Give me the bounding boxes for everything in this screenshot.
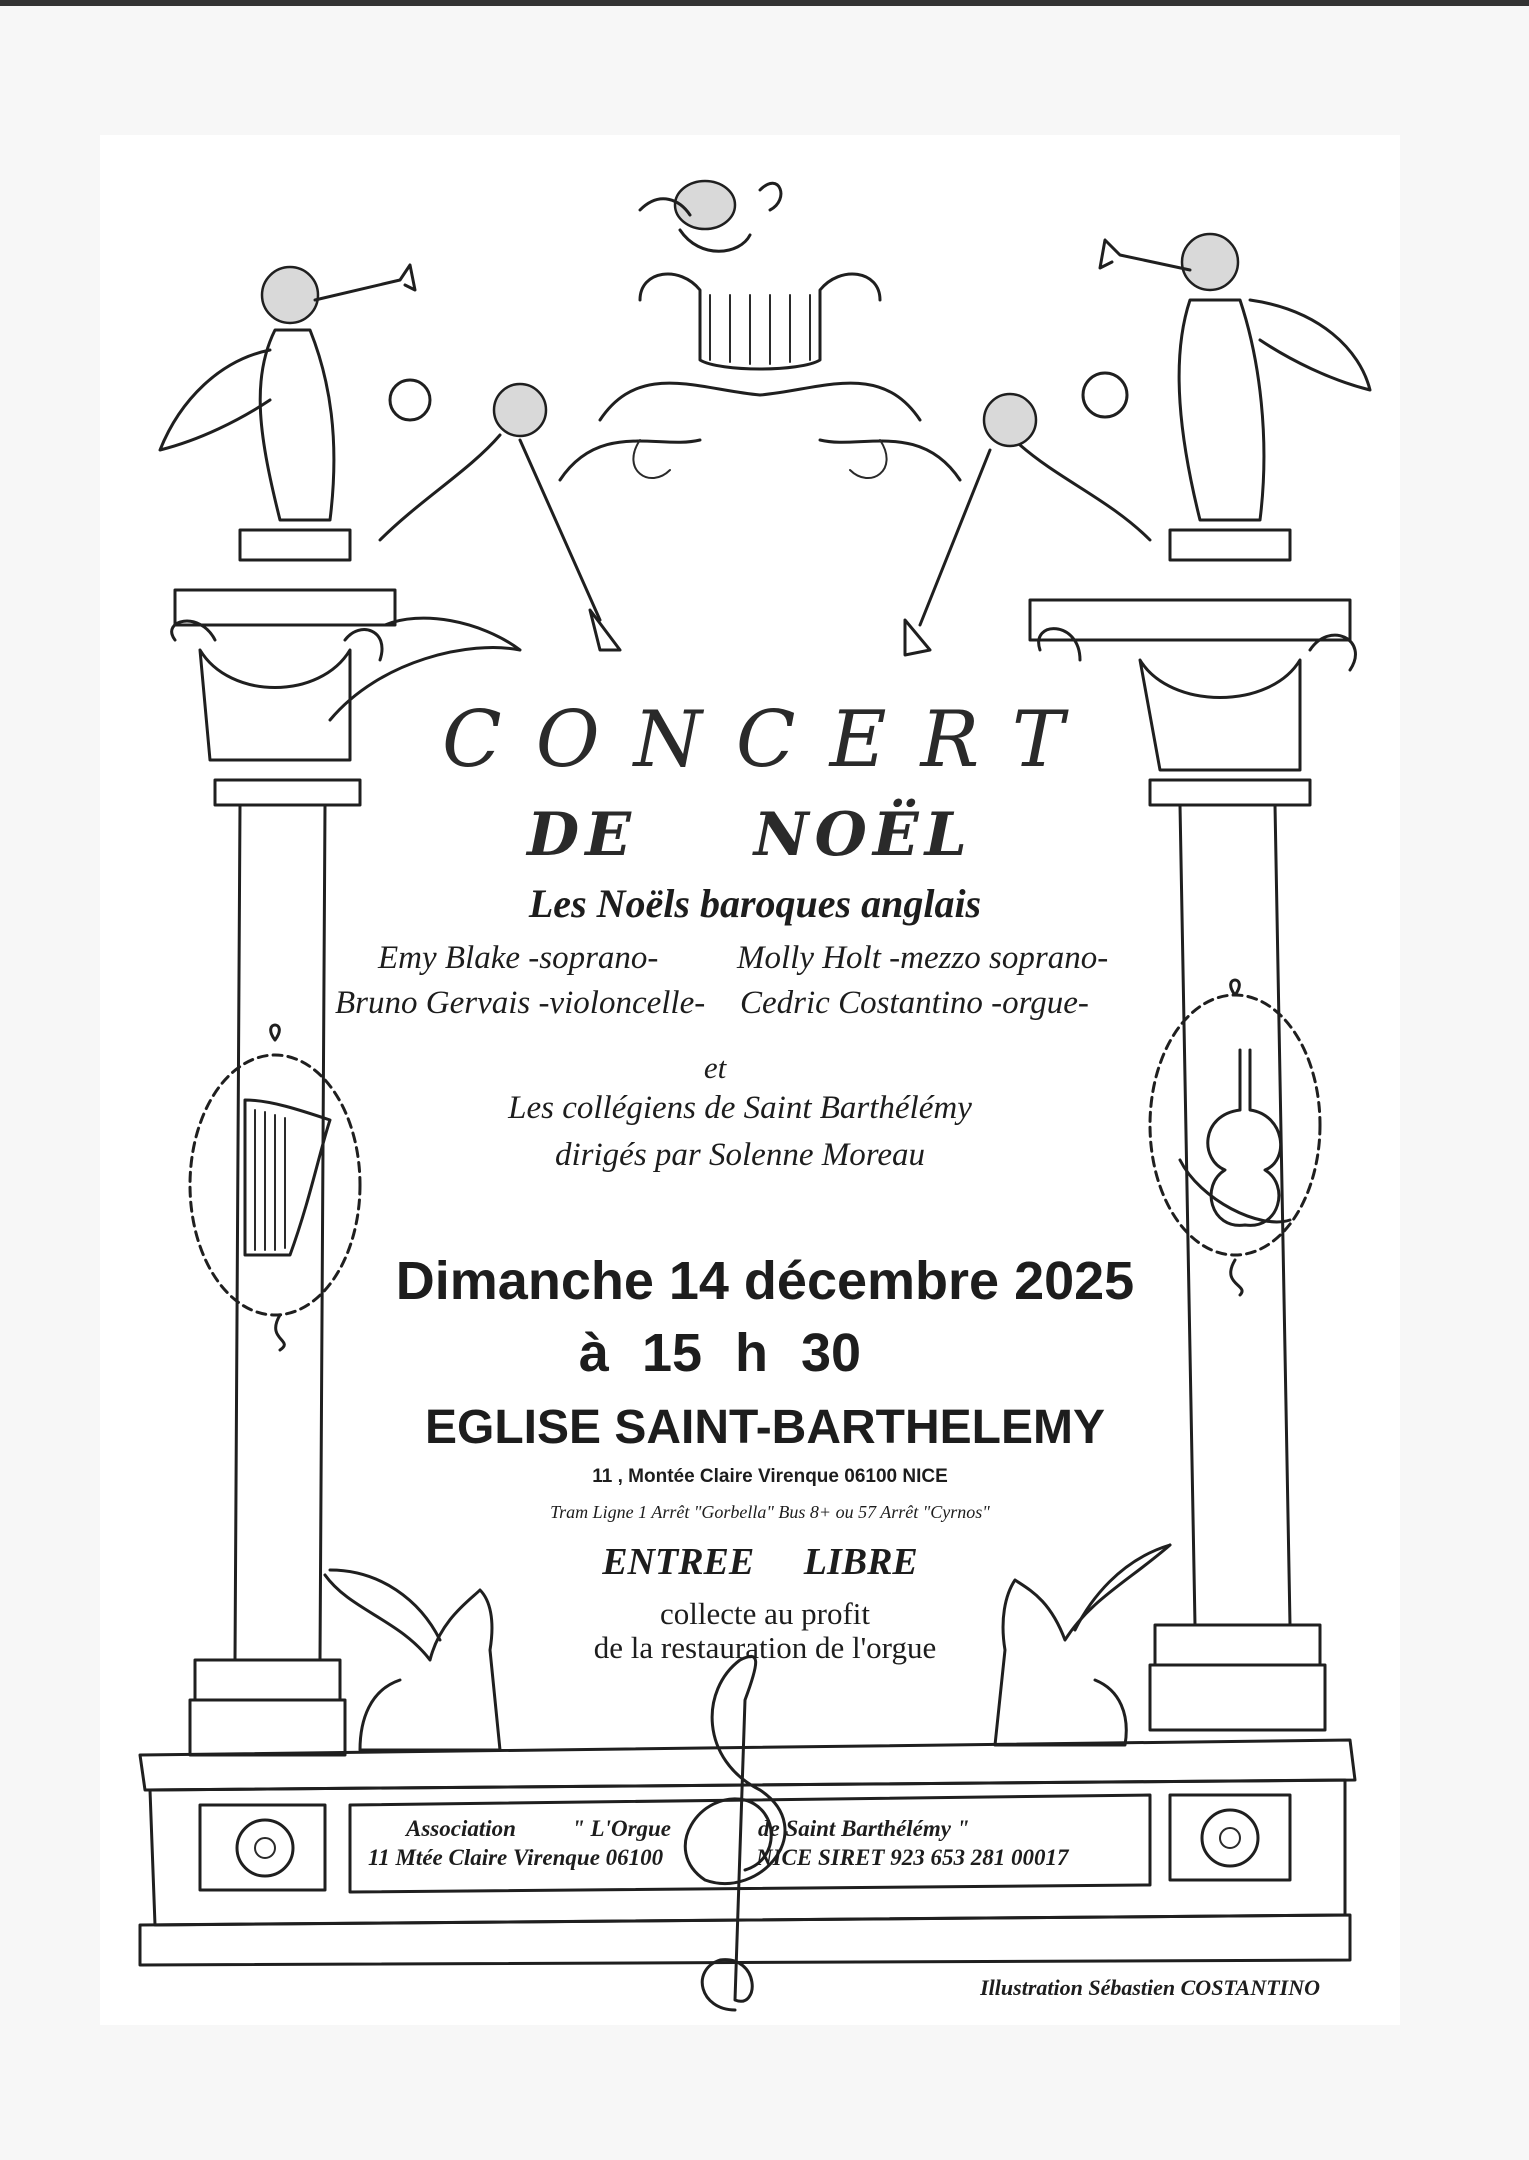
rose-icon: [1202, 1810, 1258, 1866]
performer-soprano: Emy Blake -soprano-: [378, 940, 659, 976]
organ-crest-icon: [560, 274, 960, 480]
concert-theme: Les Noëls baroques anglais: [528, 881, 982, 926]
association-name-part2: de Saint Barthélémy ": [758, 1816, 970, 1841]
collection-line1: collecte au profit: [659, 1596, 870, 1631]
collection-line2: de la restauration de l'orgue: [593, 1630, 937, 1665]
illustration-credit: Illustration Sébastien COSTANTINO: [980, 1975, 1320, 2000]
angel-trumpet-icon: [160, 265, 415, 560]
association-address: 11 Mtée Claire Virenque 06100: [368, 1845, 664, 1870]
plinth: [140, 1740, 1355, 1965]
cherub-icon: [380, 380, 620, 650]
choir-director: dirigés par Solenne Moreau: [555, 1137, 925, 1173]
concert-subtitle: DE NOËL: [527, 800, 973, 870]
performer-organ: Cedric Costantino -orgue-: [740, 985, 1089, 1021]
venue-name: EGLISE SAINT-BARTHELEMY: [424, 1401, 1106, 1454]
association-siret: NICE SIRET 923 653 281 00017: [756, 1845, 1069, 1870]
sphinx-icon: [325, 1570, 500, 1750]
transport-info: Tram Ligne 1 Arrêt "Gorbella" Bus 8+ ou 57 Arrêt "Cyrnos": [550, 1502, 990, 1522]
violin-medallion-icon: [1150, 980, 1320, 1295]
entry-free: ENTREE LIBRE: [602, 1541, 918, 1583]
concert-time: à 15 h 30: [578, 1323, 862, 1383]
rose-icon: [237, 1820, 293, 1876]
angel-trumpet-icon: [1100, 234, 1370, 560]
concert-title: CONCERT: [442, 695, 1098, 785]
and-text: et: [703, 1050, 727, 1085]
association-name-part1: " L'Orgue: [572, 1816, 672, 1841]
performer-mezzo: Molly Holt -mezzo soprano-: [737, 940, 1109, 976]
choir-line: Les collégiens de Saint Barthélémy: [508, 1090, 972, 1126]
venue-address: 11 , Montée Claire Virenque 06100 NICE: [592, 1466, 948, 1487]
association-label: Association: [406, 1816, 516, 1841]
cherub-icon: [905, 373, 1150, 655]
cherub-icon: [640, 181, 781, 251]
performer-cello: Bruno Gervais -violoncelle-: [335, 985, 706, 1021]
concert-date: Dimanche 14 décembre 2025: [395, 1251, 1135, 1311]
